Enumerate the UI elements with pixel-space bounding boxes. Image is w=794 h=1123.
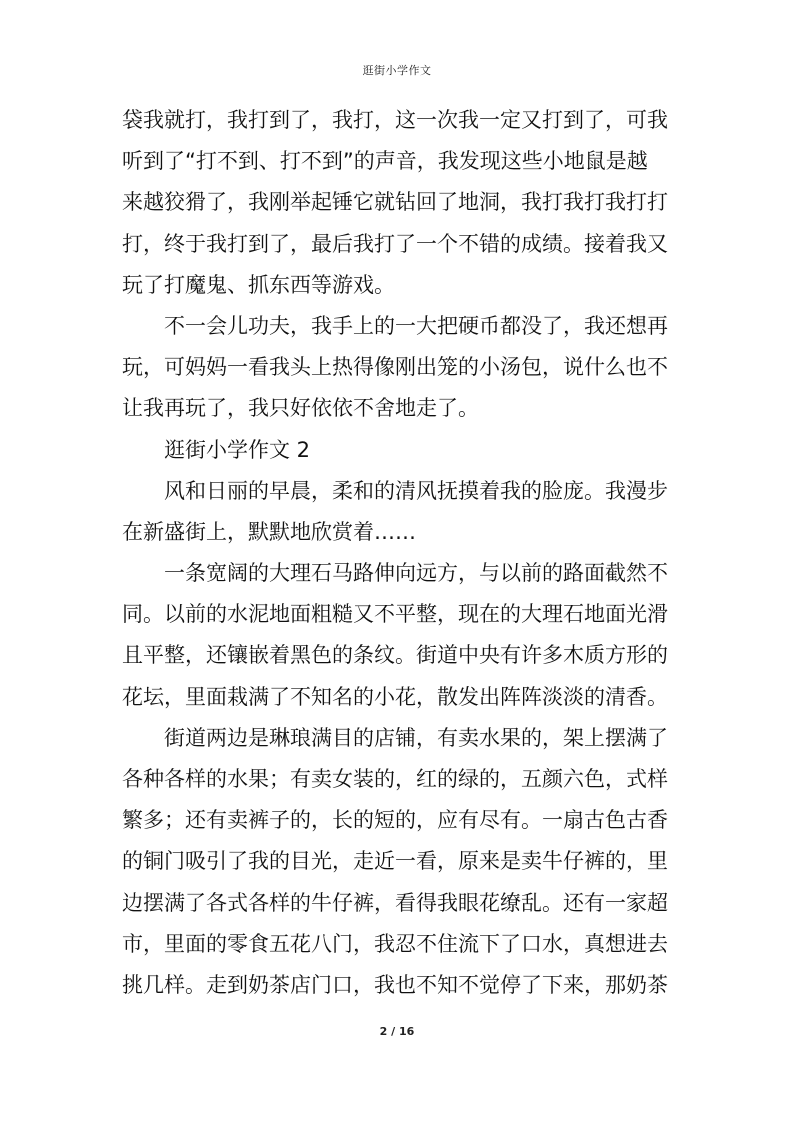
text-line: 同。以前的水泥地面粗糙又不平整，现在的大理石地面光滑	[122, 602, 668, 627]
text-line: 来越狡猾了，我刚举起锤它就钻回了地洞，我打我打我打打	[122, 190, 668, 215]
paragraph-first-line: 风和日丽的早晨，柔和的清风抚摸着我的脸庞。我漫步	[164, 478, 668, 503]
page-number: 2 / 16	[379, 1025, 415, 1038]
text-line: 的铜门吸引了我的目光，走近一看，原来是卖牛仔裤的，里	[122, 849, 668, 874]
section-heading: 逛街小学作文 2	[164, 437, 311, 462]
text-line: 听到了“打不到、打不到”的声音，我发现这些小地鼠是越	[122, 149, 648, 174]
document-body	[122, 100, 678, 1006]
text-line: 打，终于我打到了，最后我打了一个不错的成绩。接着我又	[122, 231, 668, 256]
text-line: 且平整，还镶嵌着黑色的条纹。街道中央有许多木质方形的	[122, 643, 668, 668]
text-line: 花坛，里面栽满了不知名的小花，散发出阵阵淡淡的清香。	[122, 684, 668, 709]
text-line: 玩，可妈妈一看我头上热得像刚出笼的小汤包，说什么也不	[122, 355, 668, 380]
text-line: 繁多；还有卖裤子的，长的短的，应有尽有。一扇古色古香	[122, 808, 668, 833]
paragraph-first-line: 一条宽阔的大理石马路伸向远方，与以前的路面截然不	[164, 561, 668, 586]
page-header-title: 逛街小学作文	[362, 64, 432, 77]
text-line: 在新盛街上，默默地欣赏着……	[122, 519, 416, 544]
text-line: 挑几样。走到奶茶店门口，我也不知不觉停了下来，那奶茶	[122, 972, 668, 997]
text-line: 让我再玩了，我只好依依不舍地走了。	[122, 396, 479, 421]
text-line: 边摆满了各式各样的牛仔裤，看得我眼花缭乱。还有一家超	[122, 890, 668, 915]
paragraph-first-line: 街道两边是琳琅满目的店铺，有卖水果的，架上摆满了	[164, 725, 668, 750]
text-line: 市，里面的零食五花八门，我忍不住流下了口水，真想进去	[122, 931, 668, 956]
text-line: 玩了打魔鬼、抓东西等游戏。	[122, 272, 395, 297]
text-line: 各种各样的水果；有卖女装的，红的绿的，五颜六色，式样	[122, 767, 668, 791]
text-line: 袋我就打，我打到了，我打，这一次我一定又打到了，可我	[122, 108, 668, 132]
paragraph-first-line: 不一会儿功夫，我手上的一大把硬币都没了，我还想再	[164, 313, 668, 338]
